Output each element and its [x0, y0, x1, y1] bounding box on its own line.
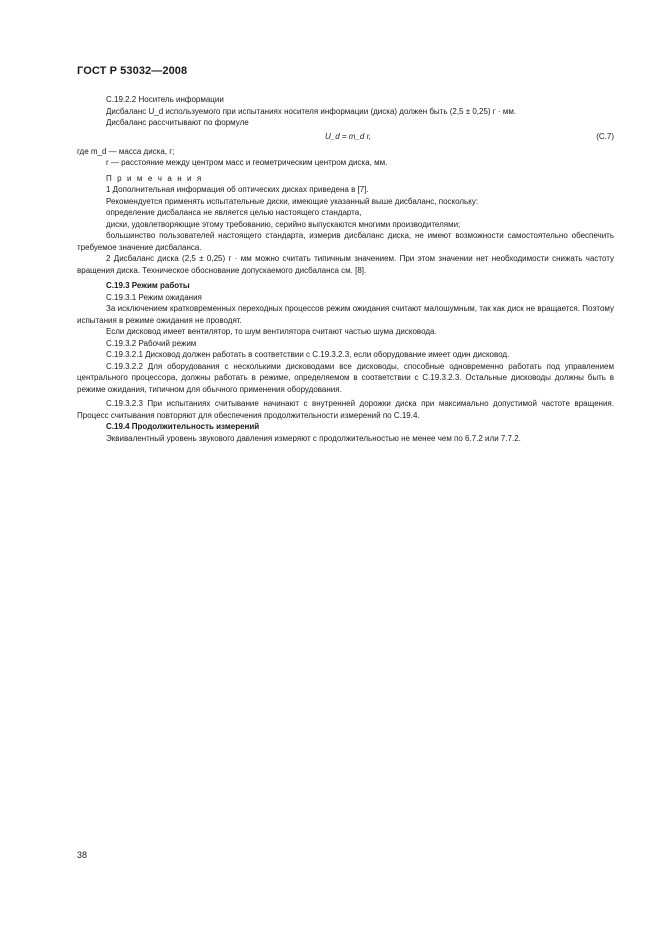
- subsection-heading-c19-2-2: С.19.2.2 Носитель информации: [106, 95, 224, 104]
- section-heading-c19-3: С.19.3 Режим работы: [106, 281, 190, 290]
- where-r-definition: r — расстояние между центром масс и геометрическим центром диска, мм.: [106, 158, 388, 167]
- note-1: 1 Дополнительная информация об оптических дисках приведена в [7].: [106, 185, 369, 194]
- formula-row: [77, 130, 614, 144]
- clause-c19-3-2-1: С.19.3.2.1 Дисковод должен работать в соответствии с С.19.3.2.3, если оборудование имеет один дисковод.: [106, 350, 510, 359]
- formula-intro: Дисбаланс рассчитывают по формуле: [106, 118, 249, 127]
- document-header: ГОСТ Р 53032—2008: [77, 65, 188, 77]
- note-1-recommendation: Рекомендуется применять испытательные диски, имеющие указанный выше дисбаланс, поскольку:: [106, 196, 479, 206]
- clause-c19-3-2-2: С.19.3.2.2 Для оборудования с несколькими дисководами все дисководы, способные одновременно работать под управлением центрального процессора, должны работать в режиме, определяемом в соответствии с С.19.3.2.3. Остальные дисководы должны быть в режиме ожидания, типичном для обычного применения оборудования.: [77, 361, 614, 394]
- notes-title: П р и м е ч а н и я: [106, 173, 203, 183]
- note-1-item-a: определение дисбаланса не является целью настоящего стандарта,: [106, 208, 362, 217]
- note-1-item-c: большинство пользователей настоящего стандарта, измерив дисбаланс диска, не имеют возможности самостоятельно обеспечить требуемое значение дисбаланса.: [77, 231, 614, 252]
- section-heading-c19-4: С.19.4 Продолжительность измерений: [106, 422, 260, 431]
- formula-c7: U_d = m_d r,: [325, 131, 372, 141]
- note-2: 2 Дисбаланс диска (2,5 ± 0,25) г · мм можно считать типичным значением. При этом значении нет необходимости снижать частоту вращения диска. Техническое обоснование допускаемого дисбаланса см. [8].: [77, 254, 614, 275]
- clause-c19-3-2-3: С.19.3.2.3 При испытаниях считывание начинают с внутренней дорожки диска при максимально допустимой частоте вращения. Процесс считывания повторяют для обеспечения продолжительности измерений по С.19.4.: [77, 399, 614, 420]
- measurement-duration-paragraph: Эквивалентный уровень звукового давления измеряют с продолжительностью не менее чем по 6.7.2 или 7.7.2.: [106, 433, 521, 443]
- document-body: [77, 94, 614, 444]
- page-number: 38: [77, 850, 88, 860]
- formula-number: (С.7): [596, 131, 614, 141]
- subsection-heading-c19-3-2: С.19.3.2 Рабочий режим: [106, 338, 197, 348]
- fan-noise-paragraph: Если дисковод имеет вентилятор, то шум вентилятора считают частью шума дисковода.: [106, 327, 437, 336]
- note-1-item-b: диски, удовлетворяющие этому требованию, серийно выпускаются многими производителями;: [106, 219, 461, 229]
- standby-mode-paragraph: За исключением кратковременных переходных процессов режим ожидания считают малошумным, так как диск не вращается. Поэтому испытания в режиме ожидания не проводят.: [77, 304, 614, 325]
- subsection-heading-c19-3-1: С.19.3.1 Режим ожидания: [106, 292, 202, 302]
- unbalance-requirement: Дисбаланс U_d используемого при испытаниях носителя информации (диска) должен быть (2,5 ± 0,25) г · мм.: [106, 106, 517, 116]
- where-md-definition: где m_d — масса диска, г;: [77, 146, 175, 156]
